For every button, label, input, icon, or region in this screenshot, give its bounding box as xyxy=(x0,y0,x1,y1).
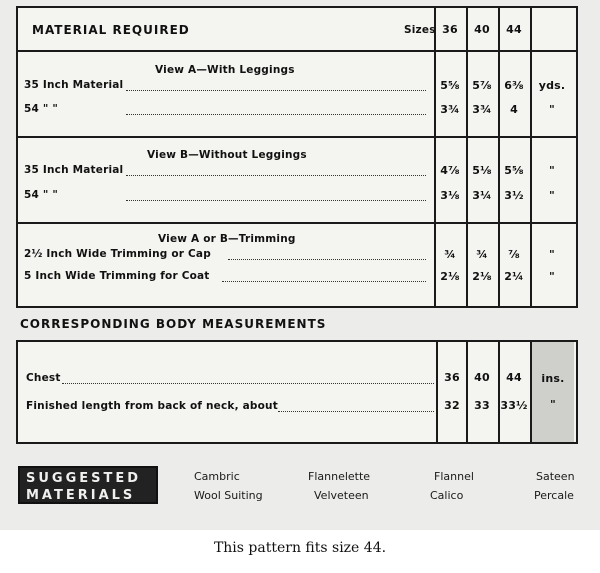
suggested-line-1: SUGGESTED xyxy=(26,471,142,486)
value-cell: ⅞ xyxy=(508,248,520,261)
leader-dots xyxy=(126,114,426,115)
unit-cell: " xyxy=(549,103,555,116)
unit-cell: ins. xyxy=(541,372,565,385)
sizes-label: Sizes xyxy=(404,24,436,36)
size-36: 36 xyxy=(442,23,458,36)
shaded-unit-column xyxy=(532,342,574,442)
value-cell: 5⅞ xyxy=(472,79,492,92)
leader-dots xyxy=(126,200,426,201)
leader-dots xyxy=(62,383,434,384)
leader-dots xyxy=(278,411,434,412)
col-divider-44 xyxy=(498,340,500,444)
material-title: MATERIAL REQUIRED xyxy=(32,23,190,37)
value-cell: 6⅜ xyxy=(504,79,524,92)
body-measurements-table xyxy=(16,340,578,444)
value-cell: 3⅛ xyxy=(440,189,460,202)
material-item: Velveteen xyxy=(314,489,369,502)
col-divider-unit xyxy=(530,340,532,444)
leader-dots xyxy=(126,90,426,91)
value-cell: 3¼ xyxy=(472,189,492,202)
row-label: 5 Inch Wide Trimming for Coat xyxy=(24,270,210,282)
suggested-materials-badge xyxy=(18,466,158,504)
value-cell: 33 xyxy=(474,399,490,412)
value-cell: 3¾ xyxy=(472,103,492,116)
value-cell: 32 xyxy=(444,399,460,412)
value-cell: 44 xyxy=(506,371,522,384)
value-cell: 2¼ xyxy=(504,270,524,283)
material-item: Cambric xyxy=(194,470,240,483)
leader-dots xyxy=(228,259,426,260)
value-cell: 5⅛ xyxy=(472,164,492,177)
row-label: Chest xyxy=(26,372,61,384)
size-40: 40 xyxy=(474,23,490,36)
value-cell: 40 xyxy=(474,371,490,384)
row-label: Finished length from back of neck, about xyxy=(26,400,278,412)
row-label: 54 " " xyxy=(24,189,59,201)
view-a-heading: View A—With Leggings xyxy=(155,64,295,76)
header-rule xyxy=(16,50,578,52)
value-cell: 33½ xyxy=(500,399,528,412)
value-cell: 5⅝ xyxy=(440,79,460,92)
value-cell: 36 xyxy=(444,371,460,384)
size-44: 44 xyxy=(506,23,522,36)
material-item: Flannel xyxy=(434,470,474,483)
section-rule-b xyxy=(16,222,578,224)
material-item: Wool Suiting xyxy=(194,489,263,502)
value-cell: 3½ xyxy=(504,189,524,202)
row-label: 54 " " xyxy=(24,103,59,115)
unit-cell: " xyxy=(549,164,555,177)
value-cell: 4 xyxy=(510,103,518,116)
col-divider-36 xyxy=(436,340,438,444)
material-item: Flannelette xyxy=(308,470,371,483)
value-cell: 5⅝ xyxy=(504,164,524,177)
value-cell: 2⅛ xyxy=(440,270,460,283)
col-divider-40 xyxy=(466,340,468,444)
material-item: Percale xyxy=(534,489,574,502)
value-cell: 3¾ xyxy=(440,103,460,116)
unit-cell: " xyxy=(549,189,555,202)
suggested-line-2: MATERIALS xyxy=(26,488,136,503)
leader-dots xyxy=(126,175,426,176)
view-b-heading: View B—Without Leggings xyxy=(147,149,307,161)
value-cell: 2⅛ xyxy=(472,270,492,283)
body-measurements-title: CORRESPONDING BODY MEASUREMENTS xyxy=(20,317,327,331)
row-label: 35 Inch Material xyxy=(24,164,124,176)
unit-cell: " xyxy=(550,398,556,411)
trim-heading: View A or B—Trimming xyxy=(158,233,296,245)
fit-caption: This pattern fits size 44. xyxy=(213,540,387,556)
value-cell: ¾ xyxy=(476,248,488,261)
unit-cell: " xyxy=(549,270,555,283)
value-cell: ¾ xyxy=(444,248,456,261)
value-cell: 4⅞ xyxy=(440,164,460,177)
material-item: Sateen xyxy=(536,470,575,483)
material-item: Calico xyxy=(430,489,464,502)
row-label: 35 Inch Material xyxy=(24,79,124,91)
unit-cell: " xyxy=(549,248,555,261)
row-label: 2½ Inch Wide Trimming or Cap xyxy=(24,248,211,260)
unit-cell: yds. xyxy=(538,79,566,92)
section-rule-a xyxy=(16,136,578,138)
leader-dots xyxy=(222,281,426,282)
